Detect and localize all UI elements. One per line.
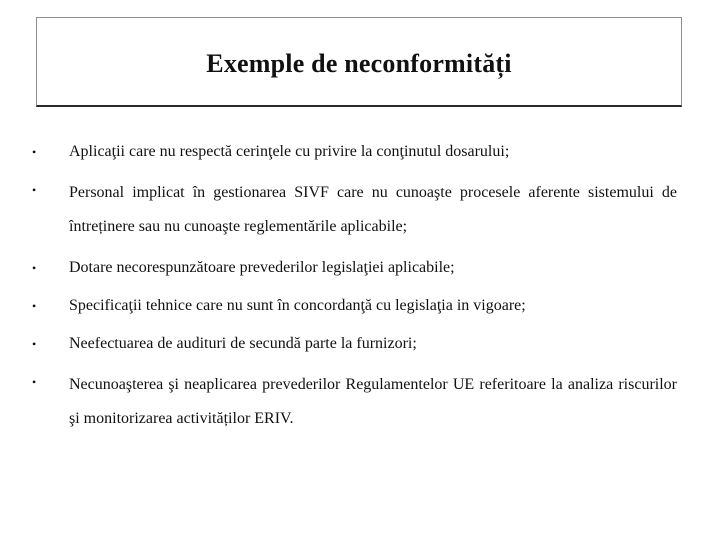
bullet-dot-icon: • <box>32 145 37 159</box>
bullet-dot-icon: • <box>32 337 37 351</box>
list-item <box>32 368 677 436</box>
bullet-dot-icon: • <box>32 261 37 275</box>
list-item <box>32 254 677 282</box>
list-item <box>32 176 677 244</box>
list-item <box>32 138 677 166</box>
list-item <box>32 292 677 320</box>
page-title: Exemple de neconformități <box>206 48 512 78</box>
list-item <box>32 330 677 358</box>
bullet-text: Necunoaşterea şi neaplicarea prevederilor Regulamentelor UE referitoare la analiza riscurilor şi monitorizarea activităților ERIV. <box>69 376 677 427</box>
bullet-dot-icon: • <box>32 375 37 389</box>
bullet-text: Aplicaţii care nu respectă cerinţele cu privire la conţinutul dosarului; <box>69 143 510 160</box>
bullet-dot-icon: • <box>32 183 37 197</box>
bullet-text: Personal implicat în gestionarea SIVF care nu cunoaşte procesele aferente sistemului de întreținere sau nu cunoaşte reglementările aplicabile; <box>69 184 677 235</box>
bullet-dot-icon: • <box>32 299 37 313</box>
bullet-text: Dotare necorespunzătoare prevederilor legislaţiei aplicabile; <box>69 259 455 276</box>
bullet-text: Specificaţii tehnice care nu sunt în concordanţă cu legislaţia in vigoare; <box>69 297 526 314</box>
bullet-text: Neefectuarea de audituri de secundă parte la furnizori; <box>69 335 417 352</box>
title-box <box>36 17 682 107</box>
bullet-list <box>32 138 677 446</box>
